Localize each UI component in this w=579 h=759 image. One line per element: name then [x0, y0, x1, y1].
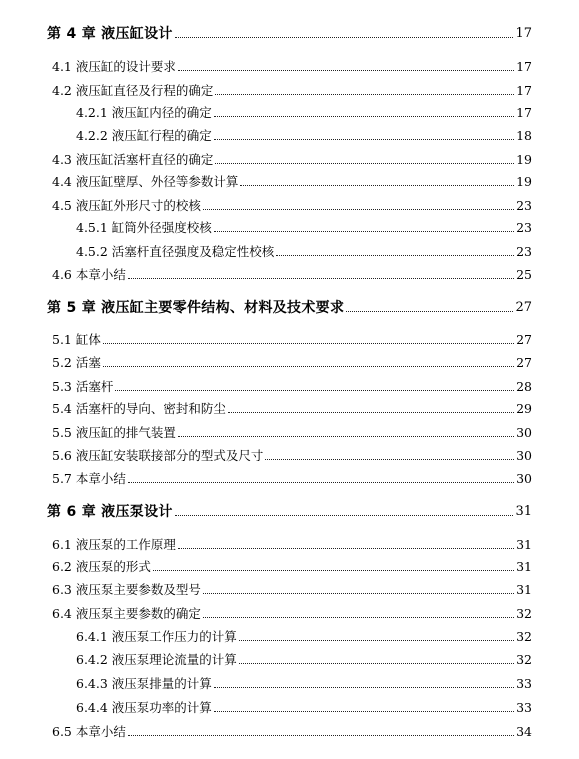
- dot-leader: [215, 94, 514, 95]
- toc-entry-title: 5.6 液压缸安装联接部分的型式及尺寸: [52, 448, 264, 463]
- toc-section-entry[interactable]: [76, 625, 532, 645]
- toc-entry-page-number: 29: [516, 401, 532, 416]
- dot-leader: [203, 617, 514, 618]
- dot-leader: [214, 687, 514, 688]
- toc-entry-page-number: 25: [516, 267, 532, 282]
- toc-section-entry[interactable]: [52, 375, 532, 395]
- dot-leader: [178, 70, 514, 71]
- toc-chapter-entry[interactable]: [47, 296, 532, 316]
- toc-section-entry[interactable]: [52, 148, 532, 168]
- toc-entry-page-number: 33: [516, 700, 532, 715]
- dot-leader: [214, 711, 514, 712]
- toc-entry-title: 4.2.2 液压缸行程的确定: [76, 128, 212, 143]
- toc-section-entry[interactable]: [52, 533, 532, 553]
- dot-leader: [128, 278, 514, 279]
- toc-entry-page-number: 23: [516, 220, 532, 235]
- dot-leader: [203, 209, 514, 210]
- dot-leader: [128, 735, 514, 736]
- toc-entry-title: 第 5 章 液压缸主要零件结构、材料及技术要求: [47, 300, 345, 316]
- toc-entry-page-number: 28: [516, 379, 532, 394]
- dot-leader: [239, 663, 514, 664]
- toc-entry-page-number: 30: [516, 471, 532, 486]
- toc-section-entry[interactable]: [52, 444, 532, 464]
- toc-entry-page-number: 27: [515, 300, 532, 315]
- toc-section-entry[interactable]: [52, 720, 532, 740]
- toc-section-entry[interactable]: [52, 170, 532, 190]
- toc-entry-title: 5.1 缸体: [52, 332, 101, 347]
- toc-entry-title: 4.1 液压缸的设计要求: [52, 59, 176, 74]
- dot-leader: [215, 163, 514, 164]
- dot-leader: [153, 570, 514, 571]
- dot-leader: [346, 311, 513, 312]
- dot-leader: [240, 185, 514, 186]
- toc-entry-page-number: 30: [516, 448, 532, 463]
- toc-entry-title: 5.7 本章小结: [52, 471, 126, 486]
- toc-entry-page-number: 19: [516, 174, 532, 189]
- toc-chapter-entry[interactable]: [47, 500, 532, 520]
- toc-section-entry[interactable]: [52, 351, 532, 371]
- toc-entry-page-number: 30: [516, 425, 532, 440]
- toc-entry-page-number: 31: [516, 537, 532, 552]
- dot-leader: [228, 412, 514, 413]
- toc-section-entry[interactable]: [76, 696, 532, 716]
- toc-section-entry[interactable]: [52, 55, 532, 75]
- dot-leader: [214, 231, 514, 232]
- toc-entry-page-number: 32: [516, 606, 532, 621]
- toc-section-entry[interactable]: [76, 216, 532, 236]
- toc-entry-page-number: 27: [516, 355, 532, 370]
- toc-entry-title: 4.3 液压缸活塞杆直径的确定: [52, 152, 214, 167]
- toc-entry-page-number: 31: [515, 504, 532, 519]
- toc-section-entry[interactable]: [52, 555, 532, 575]
- toc-entry-title: 6.4.4 液压泵功率的计算: [76, 700, 212, 715]
- dot-leader: [214, 139, 514, 140]
- toc-entry-page-number: 33: [516, 676, 532, 691]
- toc-entry-page-number: 17: [516, 105, 532, 120]
- toc-entry-page-number: 32: [516, 629, 532, 644]
- toc-entry-page-number: 19: [516, 152, 532, 167]
- toc-section-entry[interactable]: [52, 467, 532, 487]
- toc-section-entry[interactable]: [52, 328, 532, 348]
- dot-leader: [115, 390, 514, 391]
- toc-entry-title: 4.4 液压缸壁厚、外径等参数计算: [52, 174, 239, 189]
- toc-section-entry[interactable]: [76, 240, 532, 260]
- toc-entry-title: 6.2 液压泵的形式: [52, 559, 151, 574]
- toc-section-entry[interactable]: [52, 194, 532, 214]
- toc-section-entry[interactable]: [52, 397, 532, 417]
- toc-entry-title: 6.4.2 液压泵理论流量的计算: [76, 652, 237, 667]
- dot-leader: [276, 255, 514, 256]
- dot-leader: [178, 548, 514, 549]
- toc-entry-title: 4.5 液压缸外形尺寸的校核: [52, 198, 201, 213]
- toc-entry-title: 6.1 液压泵的工作原理: [52, 537, 176, 552]
- toc-entry-page-number: 23: [516, 198, 532, 213]
- toc-entry-title: 5.5 液压缸的排气装置: [52, 425, 176, 440]
- dot-leader: [203, 593, 514, 594]
- toc-entry-title: 4.5.2 活塞杆直径强度及稳定性校核: [76, 244, 275, 259]
- toc-entry-title: 4.2 液压缸直径及行程的确定: [52, 83, 214, 98]
- toc-section-entry[interactable]: [76, 101, 532, 121]
- toc-section-entry[interactable]: [52, 263, 532, 283]
- toc-entry-title: 5.3 活塞杆: [52, 379, 114, 394]
- dot-leader: [103, 343, 514, 344]
- toc-entry-title: 5.2 活塞: [52, 355, 101, 370]
- toc-entry-page-number: 17: [516, 59, 532, 74]
- dot-leader: [175, 515, 514, 516]
- dot-leader: [214, 116, 514, 117]
- toc-entry-page-number: 32: [516, 652, 532, 667]
- toc-section-entry[interactable]: [76, 124, 532, 144]
- toc-section-entry[interactable]: [52, 79, 532, 99]
- toc-entry-title: 6.3 液压泵主要参数及型号: [52, 582, 201, 597]
- toc-entry-title: 6.4.1 液压泵工作压力的计算: [76, 629, 237, 644]
- toc-entry-page-number: 17: [515, 26, 532, 41]
- toc-chapter-entry[interactable]: [47, 22, 532, 42]
- toc-entry-title: 4.5.1 缸筒外径强度校核: [76, 220, 212, 235]
- dot-leader: [265, 459, 514, 460]
- toc-entry-page-number: 34: [516, 724, 532, 739]
- dot-leader: [128, 482, 514, 483]
- toc-entry-title: 第 4 章 液压缸设计: [47, 26, 173, 42]
- toc-entry-title: 4.6 本章小结: [52, 267, 126, 282]
- toc-entry-page-number: 18: [516, 128, 532, 143]
- toc-section-entry[interactable]: [52, 421, 532, 441]
- toc-entry-title: 4.2.1 液压缸内径的确定: [76, 105, 212, 120]
- toc-entry-page-number: 23: [516, 244, 532, 259]
- dot-leader: [175, 37, 514, 38]
- toc-section-entry[interactable]: [52, 602, 532, 622]
- toc-entry-page-number: 27: [516, 332, 532, 347]
- dot-leader: [103, 366, 514, 367]
- toc-entry-title: 6.4 液压泵主要参数的确定: [52, 606, 201, 621]
- toc-entry-title: 6.5 本章小结: [52, 724, 126, 739]
- toc-section-entry[interactable]: [52, 578, 532, 598]
- dot-leader: [239, 640, 514, 641]
- toc-entry-title: 第 6 章 液压泵设计: [47, 504, 173, 520]
- toc-entry-page-number: 31: [516, 559, 532, 574]
- toc-entry-title: 6.4.3 液压泵排量的计算: [76, 676, 212, 691]
- toc-entry-title: 5.4 活塞杆的导向、密封和防尘: [52, 401, 226, 416]
- toc-section-entry[interactable]: [76, 672, 532, 692]
- toc-entry-page-number: 17: [516, 83, 532, 98]
- toc-entry-page-number: 31: [516, 582, 532, 597]
- toc-section-entry[interactable]: [76, 648, 532, 668]
- dot-leader: [178, 436, 514, 437]
